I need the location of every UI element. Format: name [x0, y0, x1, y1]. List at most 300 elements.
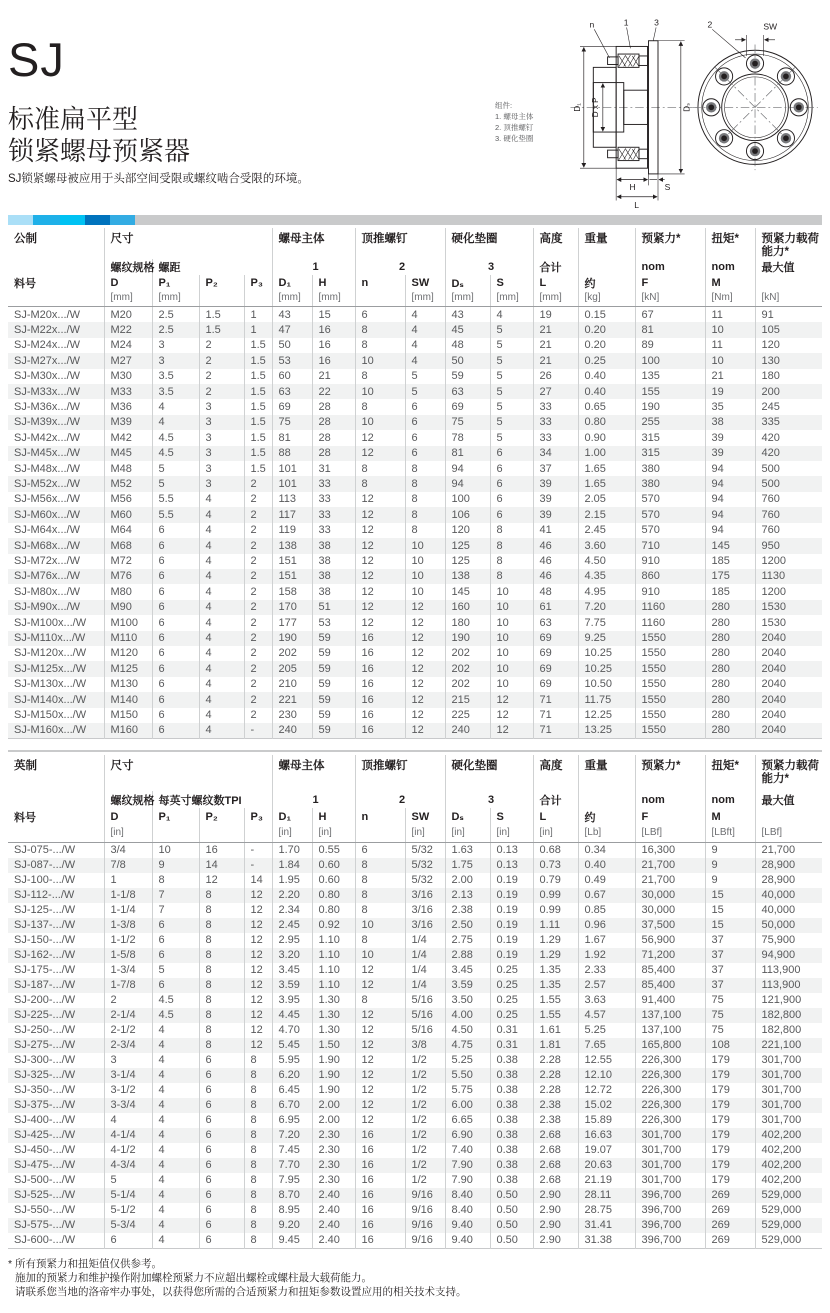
preload-f: 85,400 [635, 963, 705, 978]
height-l: 0.79 [533, 873, 578, 888]
jackbolt-sw: 5/32 [405, 873, 445, 888]
leader-n [594, 29, 609, 58]
jackbolt-n: 16 [355, 677, 405, 692]
table-row [8, 1143, 822, 1158]
jackbolt-n: 16 [355, 692, 405, 707]
max-load: 420 [755, 446, 822, 461]
header-cell: [in] [272, 825, 312, 843]
part-number: SJ-M22x.../W [14, 323, 81, 336]
header-cell: 重量 [578, 755, 635, 791]
torque-m: 37 [705, 933, 755, 948]
nut-h: 38 [312, 584, 355, 599]
preload-f: 56,900 [635, 933, 705, 948]
pitch-p2: 3 [199, 476, 244, 491]
pitch-p1: 6 [152, 554, 199, 569]
part-number: SJ-M42x.../W [14, 431, 81, 444]
tpi-p3: 12 [244, 1023, 272, 1038]
tpi-p3: 8 [244, 1128, 272, 1143]
weight: 2.57 [578, 978, 635, 993]
max-load: 1200 [755, 554, 822, 569]
header-row [8, 808, 822, 825]
header-cell: H [312, 275, 355, 291]
weight: 12.10 [578, 1068, 635, 1083]
jackbolt-sw: 1/4 [405, 978, 445, 993]
header-cell: [in] [405, 825, 445, 843]
torque-m: 269 [705, 1233, 755, 1249]
table-row [8, 353, 822, 368]
preload-f: 910 [635, 584, 705, 599]
washer-ds: 202 [445, 646, 490, 661]
torque-m: 39 [705, 446, 755, 461]
tpi-p1: 4 [152, 1098, 199, 1113]
nut-h: 22 [312, 384, 355, 399]
jackbolt-sw: 9/16 [405, 1218, 445, 1233]
nut-h: 2.30 [312, 1173, 355, 1188]
thread-size-d: M39 [104, 415, 152, 430]
thread-size-d: M52 [104, 476, 152, 491]
max-load: 2040 [755, 677, 822, 692]
height-l: 69 [533, 631, 578, 646]
nut-h: 59 [312, 708, 355, 723]
preload-f: 1160 [635, 615, 705, 630]
part-number: SJ-525-.../W [14, 1189, 76, 1202]
torque-m: 179 [705, 1128, 755, 1143]
washer-ds: 78 [445, 430, 490, 445]
height-l: 1.55 [533, 1008, 578, 1023]
preload-f: 226,300 [635, 1083, 705, 1098]
jackbolt-n: 12 [355, 446, 405, 461]
max-load: 200 [755, 384, 822, 399]
header-cell: 螺母主体 [272, 228, 355, 259]
pitch-p1: 3.5 [152, 369, 199, 384]
torque-m: 10 [705, 353, 755, 368]
nut-d1: 7.70 [272, 1158, 312, 1173]
washer-ds: 75 [445, 415, 490, 430]
weight: 2.05 [578, 492, 635, 507]
height-l: 63 [533, 615, 578, 630]
torque-m: 185 [705, 554, 755, 569]
nut-d1: 138 [272, 538, 312, 553]
nut-h: 2.00 [312, 1113, 355, 1128]
table-row [8, 415, 822, 430]
weight: 7.20 [578, 600, 635, 615]
tpi-p2: 8 [199, 1023, 244, 1038]
header-cell: [mm] [104, 291, 152, 307]
nut-d1: 7.95 [272, 1173, 312, 1188]
header-cell: S [490, 808, 533, 825]
header-cell: Dₛ [445, 275, 490, 291]
table-row [8, 993, 822, 1008]
jackbolt-n: 10 [355, 415, 405, 430]
nut-d1: 69 [272, 399, 312, 414]
header-cell: 螺母主体 [272, 755, 355, 791]
jackbolt-sw: 10 [405, 584, 445, 599]
tpi-p2: 6 [199, 1158, 244, 1173]
jackbolt-sw: 1/2 [405, 1158, 445, 1173]
part-number: SJ-087-.../W [14, 859, 76, 872]
part-number: SJ-275-.../W [14, 1039, 76, 1052]
preload-f: 860 [635, 569, 705, 584]
tpi-p3: 8 [244, 1053, 272, 1068]
nut-h: 2.40 [312, 1233, 355, 1249]
nut-h: 38 [312, 538, 355, 553]
header-cell: 最大值 [755, 259, 822, 275]
washer-ds: 2.38 [445, 903, 490, 918]
washer-s: 0.38 [490, 1128, 533, 1143]
dim-label-dxp: D x P [591, 97, 601, 118]
part-number: SJ-450-.../W [14, 1144, 76, 1157]
pitch-p2: 3 [199, 399, 244, 414]
nut-h: 2.30 [312, 1158, 355, 1173]
jackbolt-n: 8 [355, 903, 405, 918]
washer-s: 5 [490, 384, 533, 399]
torque-m: 94 [705, 476, 755, 491]
washer-s: 0.38 [490, 1098, 533, 1113]
part-number: SJ-M90x.../W [14, 601, 81, 614]
part-number: SJ-M150x.../W [14, 709, 87, 722]
tpi-p1: 6 [152, 948, 199, 963]
tpi-p1: 8 [152, 873, 199, 888]
washer-ds: 106 [445, 507, 490, 522]
accent-bar-segment [110, 215, 135, 225]
part-number: SJ-175-.../W [14, 964, 76, 977]
accent-bar-segment [135, 215, 822, 225]
tpi-p2: 6 [199, 1083, 244, 1098]
torque-m: 75 [705, 1008, 755, 1023]
header-cell: P₁ [152, 808, 199, 825]
label-1: 1 [623, 17, 629, 28]
header-cell: P₃ [244, 275, 272, 291]
header-cell: P₂ [199, 275, 244, 291]
header-cell: F [635, 808, 705, 825]
washer-ds: 240 [445, 723, 490, 739]
tpi-p1: 7 [152, 888, 199, 903]
torque-m: 9 [705, 858, 755, 873]
washer-s: 6 [490, 461, 533, 476]
table-row [8, 646, 822, 661]
washer-ds: 69 [445, 399, 490, 414]
pitch-p3: 1.5 [244, 369, 272, 384]
jackbolt-sw: 1/4 [405, 933, 445, 948]
weight: 1.00 [578, 446, 635, 461]
washer-ds: 9.40 [445, 1233, 490, 1249]
height-l: 27 [533, 384, 578, 399]
preload-f: 570 [635, 523, 705, 538]
height-l: 69 [533, 661, 578, 676]
height-l: 0.99 [533, 888, 578, 903]
nut-h: 28 [312, 399, 355, 414]
preload-f: 396,700 [635, 1233, 705, 1249]
torque-m: 280 [705, 692, 755, 707]
preload-f: 81 [635, 322, 705, 337]
jackbolt-sw: 12 [405, 615, 445, 630]
torque-m: 39 [705, 430, 755, 445]
max-load: 402,200 [755, 1173, 822, 1188]
weight: 12.55 [578, 1053, 635, 1068]
jackbolt-sw: 1/4 [405, 948, 445, 963]
nut-h: 28 [312, 415, 355, 430]
tpi-p3: 12 [244, 933, 272, 948]
pitch-p2: 1.5 [199, 307, 244, 323]
washer-ds: 160 [445, 600, 490, 615]
legend-item: 2. 顶推螺钉 [495, 123, 534, 132]
part-number: SJ-600-.../W [14, 1234, 76, 1247]
preload-f: 85,400 [635, 978, 705, 993]
jackbolt-sw: 1/2 [405, 1173, 445, 1188]
table-row [8, 523, 822, 538]
label-2: 2 [707, 19, 713, 30]
jackbolt-sw: 9/16 [405, 1188, 445, 1203]
jackbolt-n: 8 [355, 322, 405, 337]
pitch-p1: 4 [152, 415, 199, 430]
header-cell: [in] [490, 825, 533, 843]
max-load: 221,100 [755, 1038, 822, 1053]
washer-s: 6 [490, 476, 533, 491]
max-load: 500 [755, 461, 822, 476]
jackbolt-sw: 10 [405, 569, 445, 584]
preload-f: 226,300 [635, 1098, 705, 1113]
table-row [8, 1023, 822, 1038]
part-number: SJ-425-.../W [14, 1129, 76, 1142]
jackbolt-n: 12 [355, 1068, 405, 1083]
table-row [8, 1173, 822, 1188]
preload-f: 137,100 [635, 1023, 705, 1038]
pitch-p2: 4 [199, 661, 244, 676]
tpi-p1: 4 [152, 1068, 199, 1083]
part-number: SJ-325-.../W [14, 1069, 76, 1082]
jackbolt-sw: 8 [405, 492, 445, 507]
preload-f: 1550 [635, 661, 705, 676]
washer-s: 8 [490, 569, 533, 584]
pitch-p2: 4 [199, 631, 244, 646]
height-l: 69 [533, 646, 578, 661]
technical-drawing-svg [488, 16, 828, 211]
washer-s: 0.50 [490, 1203, 533, 1218]
pitch-p3: - [244, 723, 272, 739]
washer-s: 0.13 [490, 858, 533, 873]
washer-ds: 3.45 [445, 963, 490, 978]
washer-s: 8 [490, 554, 533, 569]
nut-h: 2.40 [312, 1203, 355, 1218]
torque-m: 9 [705, 873, 755, 888]
preload-f: 1550 [635, 708, 705, 723]
jackbolt-n: 12 [355, 430, 405, 445]
nut-h: 1.30 [312, 1023, 355, 1038]
nut-d1: 205 [272, 661, 312, 676]
washer-ds: 50 [445, 353, 490, 368]
tpi-p1: 4 [152, 1113, 199, 1128]
jackbolt-sw: 12 [405, 661, 445, 676]
preload-f: 21,700 [635, 873, 705, 888]
height-l: 2.68 [533, 1128, 578, 1143]
weight: 28.75 [578, 1203, 635, 1218]
height-l: 1.55 [533, 993, 578, 1008]
dim-label-h: H [629, 182, 636, 193]
thread-size-d: 3/4 [104, 843, 152, 859]
part-number: SJ-375-.../W [14, 1099, 76, 1112]
torque-m: 175 [705, 569, 755, 584]
jackbolt-sw: 6 [405, 399, 445, 414]
height-l: 1.81 [533, 1038, 578, 1053]
height-l: 2.90 [533, 1218, 578, 1233]
header-cell: SW [405, 808, 445, 825]
jackbolt-n: 12 [355, 1098, 405, 1113]
tpi-p3: 8 [244, 1218, 272, 1233]
max-load: 301,700 [755, 1098, 822, 1113]
height-l: 0.99 [533, 903, 578, 918]
header-cell: [mm] [152, 291, 199, 307]
preload-f: 137,100 [635, 1008, 705, 1023]
tpi-p2: 16 [199, 843, 244, 859]
jackbolt-n: 12 [355, 615, 405, 630]
washer-s: 10 [490, 600, 533, 615]
jackbolt-sw: 3/16 [405, 903, 445, 918]
max-load: 2040 [755, 646, 822, 661]
nut-d1: 47 [272, 322, 312, 337]
washer-ds: 63 [445, 384, 490, 399]
header-cell: F [635, 275, 705, 291]
jackbolt-n: 12 [355, 554, 405, 569]
washer-s: 12 [490, 723, 533, 739]
pitch-p1: 3 [152, 338, 199, 353]
max-load: 120 [755, 338, 822, 353]
thread-size-d: 3-1/4 [104, 1068, 152, 1083]
jackbolt-n: 12 [355, 569, 405, 584]
jackbolt-sw: 5/16 [405, 993, 445, 1008]
preload-f: 301,700 [635, 1173, 705, 1188]
thread-size-d: M160 [104, 723, 152, 739]
nut-h: 0.80 [312, 903, 355, 918]
tpi-p3: 12 [244, 918, 272, 933]
jackbolt-n: 16 [355, 646, 405, 661]
max-load: 21,700 [755, 843, 822, 859]
weight: 15.02 [578, 1098, 635, 1113]
washer-ds: 2.88 [445, 948, 490, 963]
jackbolt-sw: 8 [405, 507, 445, 522]
weight: 10.25 [578, 646, 635, 661]
nut-h: 59 [312, 692, 355, 707]
height-l: 46 [533, 569, 578, 584]
max-load: 2040 [755, 708, 822, 723]
weight: 12.25 [578, 708, 635, 723]
dim-label-s: S [664, 182, 671, 193]
nut-d1: 202 [272, 646, 312, 661]
torque-m: 185 [705, 584, 755, 599]
header-cell: [in] [533, 825, 578, 843]
weight: 4.50 [578, 554, 635, 569]
tpi-p3: 8 [244, 1113, 272, 1128]
subtitle-line-2: 锁紧螺母预紧器 [8, 136, 191, 166]
torque-m: 15 [705, 888, 755, 903]
pitch-p2: 4 [199, 646, 244, 661]
jackbolt-n: 12 [355, 492, 405, 507]
header-cell: 料号 [14, 278, 36, 290]
tpi-p1: 6 [152, 918, 199, 933]
height-l: 39 [533, 492, 578, 507]
max-load: 420 [755, 430, 822, 445]
pitch-p1: 2.5 [152, 322, 199, 337]
table-row [8, 631, 822, 646]
washer-s: 0.19 [490, 873, 533, 888]
nut-h: 31 [312, 461, 355, 476]
height-l: 1.35 [533, 978, 578, 993]
header-cell: 1 [272, 259, 355, 275]
pitch-p1: 6 [152, 723, 199, 739]
jackbolt-sw: 4 [405, 307, 445, 323]
preload-f: 710 [635, 538, 705, 553]
height-l: 61 [533, 600, 578, 615]
accent-bar-segment [85, 215, 110, 225]
thread-size-d: M110 [104, 631, 152, 646]
header-cell: 扭矩* [705, 755, 755, 791]
part-number: SJ-M30x.../W [14, 370, 81, 383]
washer-ds: 180 [445, 615, 490, 630]
torque-m: 94 [705, 492, 755, 507]
nut-h: 33 [312, 492, 355, 507]
pitch-p1: 6 [152, 692, 199, 707]
pitch-p1: 6 [152, 584, 199, 599]
weight: 1.67 [578, 933, 635, 948]
nut-d1: 2.45 [272, 918, 312, 933]
washer-ds: 4.50 [445, 1023, 490, 1038]
torque-m: 37 [705, 978, 755, 993]
part-number: SJ-100-.../W [14, 874, 76, 887]
accent-bar-segment [60, 215, 85, 225]
pitch-p3: 1.5 [244, 461, 272, 476]
max-load: 760 [755, 507, 822, 522]
nut-d1: 190 [272, 631, 312, 646]
preload-f: 226,300 [635, 1053, 705, 1068]
thread-size-d: 5 [104, 1173, 152, 1188]
pitch-p2: 3 [199, 430, 244, 445]
legend-title: 组件: [495, 101, 513, 110]
header-cell: D [104, 808, 152, 825]
header-cell: [LBft] [705, 825, 755, 843]
table-row [8, 338, 822, 353]
washer-ds: 1.75 [445, 858, 490, 873]
part-number: SJ-M68x.../W [14, 539, 81, 552]
table-row [8, 1038, 822, 1053]
nut-d1: 8.70 [272, 1188, 312, 1203]
header-cell: 螺纹规格 [104, 791, 152, 808]
header-cell: P₂ [199, 808, 244, 825]
header-cell: 2 [355, 259, 445, 275]
header-cell: L [533, 275, 578, 291]
thread-size-d: M60 [104, 507, 152, 522]
nut-d1: 210 [272, 677, 312, 692]
nut-d1: 6.70 [272, 1098, 312, 1113]
table-row [8, 476, 822, 491]
washer-s: 10 [490, 584, 533, 599]
height-l: 0.68 [533, 843, 578, 859]
header-cell: 高度 [533, 755, 578, 791]
washer-s: 0.50 [490, 1218, 533, 1233]
header-cell: 预紧力载荷能力* [755, 755, 822, 791]
pitch-p2: 2 [199, 384, 244, 399]
header-cell: 尺寸 [104, 228, 272, 259]
weight: 19.07 [578, 1143, 635, 1158]
table-row [8, 1218, 822, 1233]
leader-3 [653, 27, 656, 40]
nut-d1: 6.45 [272, 1083, 312, 1098]
jackbolt-sw: 12 [405, 677, 445, 692]
header-cell: 1 [272, 791, 355, 808]
torque-m: 179 [705, 1143, 755, 1158]
table-row [8, 399, 822, 414]
thread-size-d: M48 [104, 461, 152, 476]
header-cell: 重量 [578, 228, 635, 259]
weight: 21.19 [578, 1173, 635, 1188]
